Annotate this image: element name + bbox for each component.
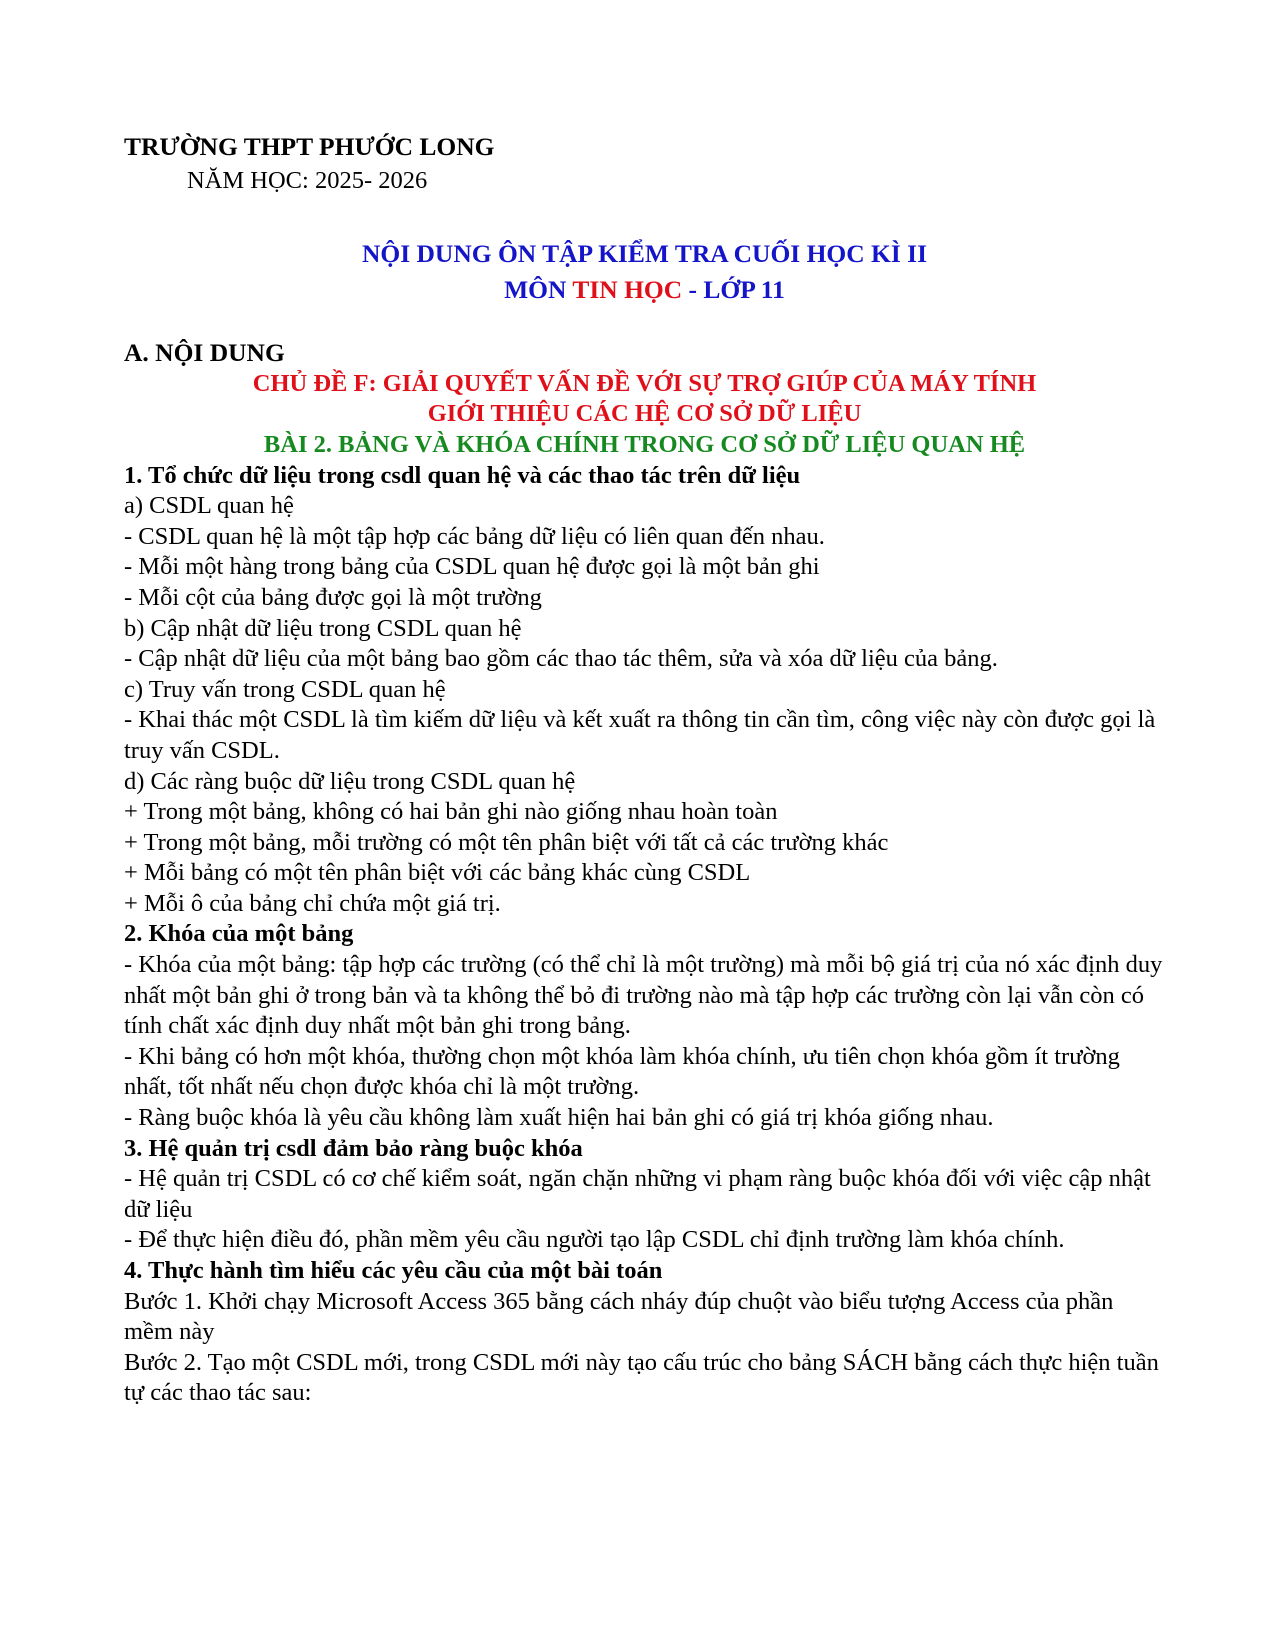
- body-paragraph: b) Cập nhật dữ liệu trong CSDL quan hệ: [124, 614, 522, 642]
- subject-name: TIN HỌC: [572, 275, 683, 305]
- body-paragraph: c) Truy vấn trong CSDL quan hệ: [124, 675, 446, 703]
- school-name: TRƯỜNG THPT PHƯỚC LONG: [124, 132, 495, 161]
- body-paragraph: - Khóa của một bảng: tập hợp các trường (có thể chỉ là một trường) mà mỗi bộ giá trị của nó xác định duy nhất một bản ghi ở trong bản và ta không thể bỏ đi trường nào mà tập hợp các trường còn lại vẫn còn có tính chất xác định duy nhất một bản ghi trong bảng.: [124, 951, 1163, 1040]
- body-paragraph: - Để thực hiện điều đó, phần mềm yêu cầu người tạo lập CSDL chỉ định trường làm khóa chính.: [124, 1226, 1065, 1254]
- body-paragraph: - Mỗi một hàng trong bảng của CSDL quan hệ được gọi là một bản ghi: [124, 553, 820, 581]
- body-paragraph: - Hệ quản trị CSDL có cơ chế kiểm soát, ngăn chặn những vi phạm ràng buộc khóa đối với việc cập nhật dữ liệu: [124, 1165, 1151, 1223]
- body-paragraph: Bước 2. Tạo một CSDL mới, trong CSDL mới này tạo cấu trúc cho bảng SÁCH bằng cách thực hiện tuần tự các thao tác sau:: [124, 1348, 1159, 1407]
- body-paragraph: d) Các ràng buộc dữ liệu trong CSDL quan hệ: [124, 767, 576, 795]
- body-paragraph: - Cập nhật dữ liệu của một bảng bao gồm các thao tác thêm, sửa và xóa dữ liệu của bảng.: [124, 645, 998, 673]
- body-paragraph: Bước 1. Khởi chạy Microsoft Access 365 bằng cách nháy đúp chuột vào biểu tượng Access của phần mềm này: [124, 1287, 1114, 1346]
- subsection-heading: 2. Khóa của một bảng: [124, 920, 354, 948]
- body-paragraph: - Ràng buộc khóa là yêu cầu không làm xuất hiện hai bản ghi có giá trị khóa giống nhau.: [124, 1104, 994, 1132]
- document-body: [124, 461, 1165, 1409]
- body-paragraph: + Mỗi ô của bảng chỉ chứa một giá trị.: [124, 889, 501, 917]
- school-year: NĂM HỌC: 2025- 2026: [187, 166, 428, 194]
- subject-suffix: - LỚP 11: [682, 275, 785, 305]
- body-paragraph: - Mỗi cột của bảng được gọi là một trường: [124, 583, 542, 611]
- lesson-heading: BÀI 2. BẢNG VÀ KHÓA CHÍNH TRONG CƠ SỞ DỮ LIỆU QUAN HỆ: [263, 430, 1026, 458]
- body-paragraph: - Khi bảng có hơn một khóa, thường chọn một khóa làm khóa chính, ưu tiên chọn khóa gồm ít trường nhất, tốt nhất nếu chọn được khóa chỉ là một trường.: [124, 1042, 1120, 1101]
- section-heading: A. NỘI DUNG: [124, 338, 285, 368]
- body-paragraph: + Trong một bảng, mỗi trường có một tên phân biệt với tất cả các trường khác: [124, 828, 889, 856]
- subsection-heading: 4. Thực hành tìm hiểu các yêu cầu của một bài toán: [124, 1257, 663, 1284]
- body-paragraph: + Mỗi bảng có một tên phân biệt với các bảng khác cùng CSDL: [124, 859, 751, 887]
- body-paragraph: + Trong một bảng, không có hai bản ghi nào giống nhau hoàn toàn: [124, 798, 778, 826]
- subject-prefix: MÔN: [504, 275, 573, 305]
- subsection-heading: 3. Hệ quản trị csdl đảm bảo ràng buộc khóa: [124, 1134, 583, 1162]
- doc-subject-line: [124, 272, 1165, 308]
- topic-heading: CHỦ ĐỀ F: GIẢI QUYẾT VẤN ĐỀ VỚI SỰ TRỢ GIÚP CỦA MÁY TÍNH: [252, 369, 1037, 397]
- subsection-heading: 1. Tổ chức dữ liệu trong csdl quan hệ và các thao tác trên dữ liệu: [124, 461, 801, 489]
- doc-title: NỘI DUNG ÔN TẬP KIỂM TRA CUỐI HỌC KÌ II: [361, 239, 928, 269]
- body-paragraph: - Khai thác một CSDL là tìm kiếm dữ liệu và kết xuất ra thông tin cần tìm, công việc này còn được gọi là truy vấn CSDL.: [124, 706, 1156, 764]
- body-paragraph: a) CSDL quan hệ: [124, 492, 294, 520]
- subtopic-heading: GIỚI THIỆU CÁC HỆ CƠ SỞ DỮ LIỆU: [427, 400, 862, 428]
- body-paragraph: - CSDL quan hệ là một tập hợp các bảng dữ liệu có liên quan đến nhau.: [124, 522, 825, 550]
